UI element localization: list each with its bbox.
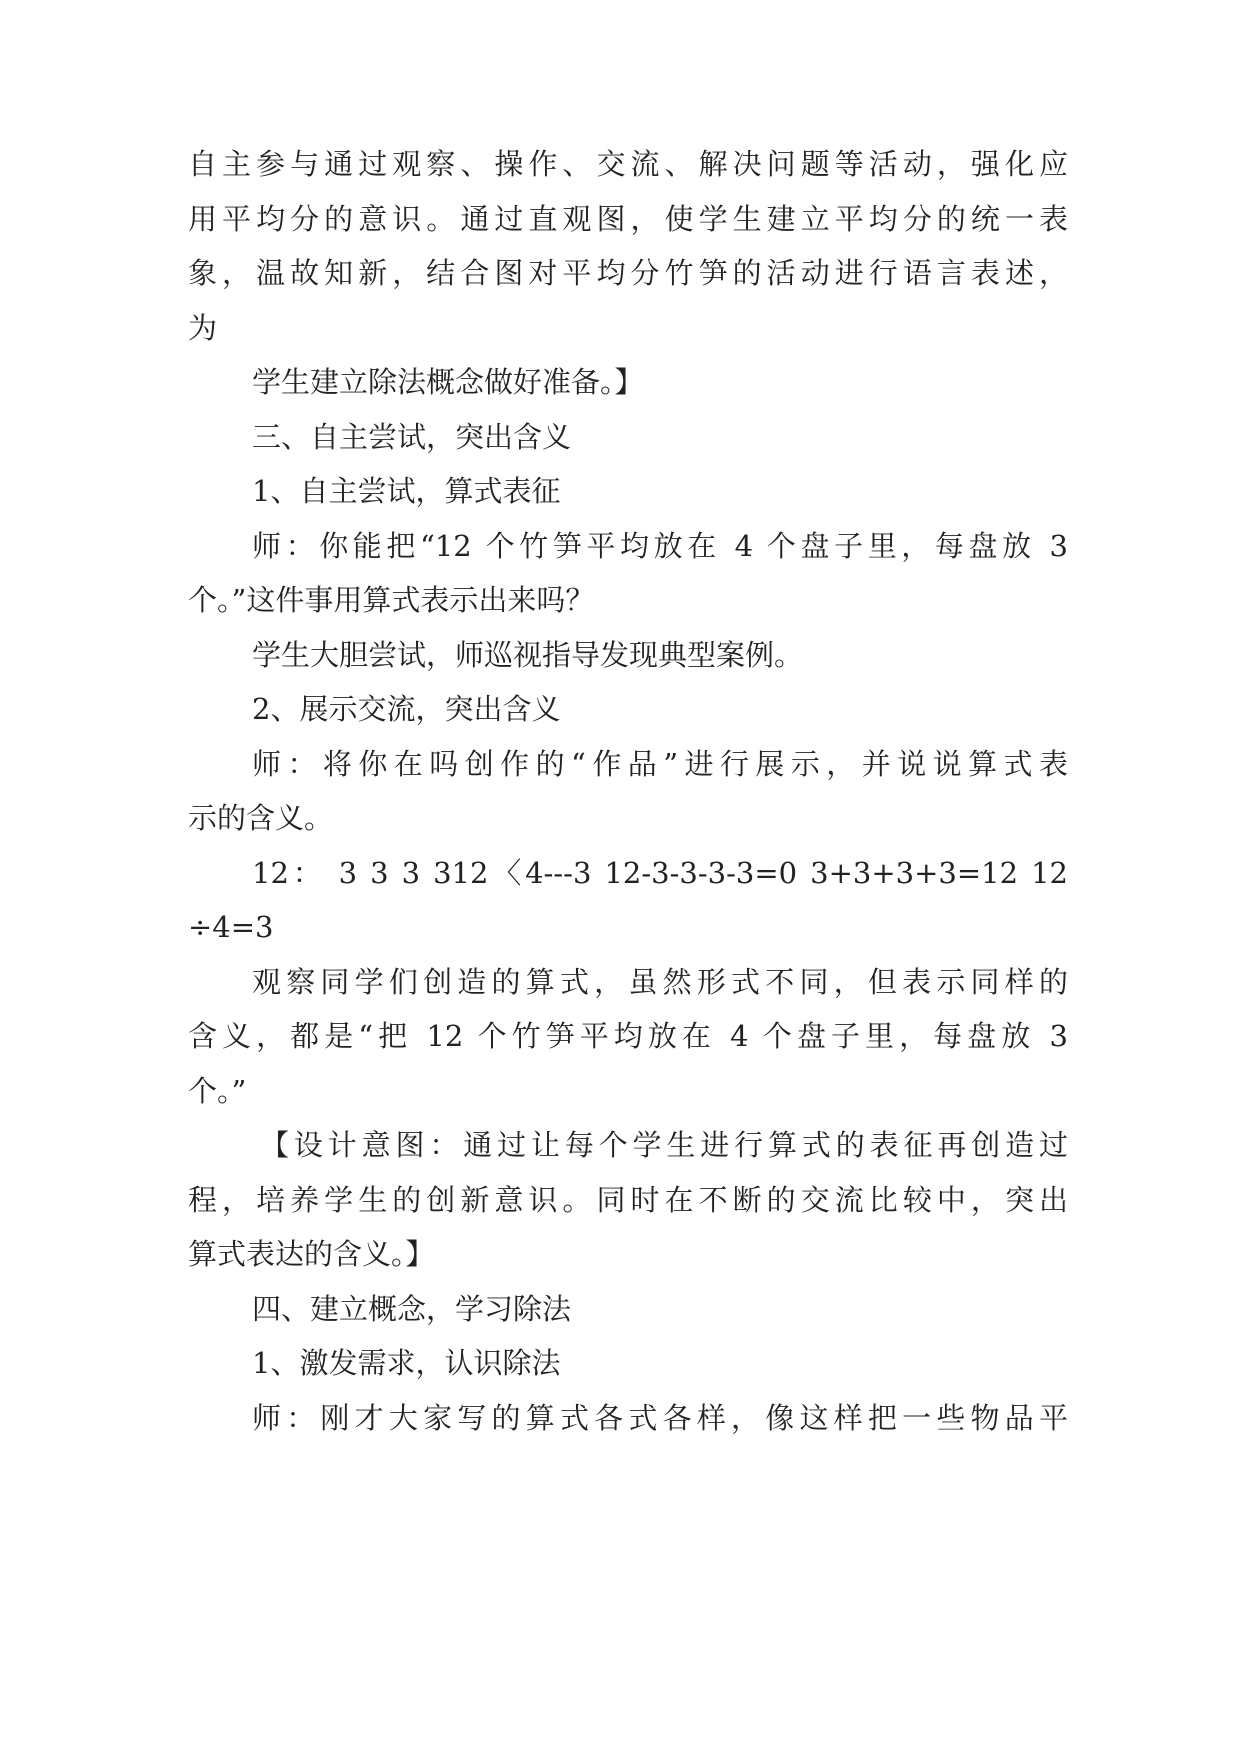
design-intent-line: 程，培养学生的创新意识。同时在不断的交流比较中，突出 xyxy=(188,1183,1068,1217)
subsection-heading: 2、展示交流，突出含义 xyxy=(252,692,561,726)
text-line: 用平均分的意识。通过直观图，使学生建立平均分的统一表 xyxy=(188,202,1068,236)
text-line: 含义，都是“把 12 个竹笋平均放在 4 个盘子里，每盘放 3 xyxy=(188,1019,1068,1053)
text-line: 象，温故知新，结合图对平均分竹笋的活动进行语言表述， xyxy=(188,256,1068,290)
text-line: 示的含义。 xyxy=(188,801,334,835)
text-line: 师：刚才大家写的算式各式各样，像这样把一些物品平 xyxy=(252,1401,1068,1435)
subsection-heading: 1、自主尝试，算式表征 xyxy=(252,474,561,508)
text-line: 自主参与通过观察、操作、交流、解决问题等活动，强化应 xyxy=(188,147,1068,181)
text-line: 学生建立除法概念做好准备。】 xyxy=(252,365,644,399)
text-line: 学生大胆尝试，师巡视指导发现典型案例。 xyxy=(252,638,804,672)
text-line: 个。”这件事用算式表示出来吗？ xyxy=(188,583,595,617)
section-heading: 四、建立概念，学习除法 xyxy=(252,1292,572,1326)
section-heading: 三、自主尝试，突出含义 xyxy=(252,420,572,454)
equation-line: 12： 3 3 3 312〈4---3 12-3-3-3-3=0 3+3+3+3=12 12 xyxy=(252,856,1068,890)
design-intent-line: 【设计意图：通过让每个学生进行算式的表征再创造过 xyxy=(260,1128,1068,1162)
text-line: 师：你能把“12 个竹笋平均放在 4 个盘子里，每盘放 3 xyxy=(252,529,1068,563)
text-line: 师：将你在吗创作的“作品”进行展示，并说说算式表 xyxy=(252,747,1068,781)
equation-line: ÷4=3 xyxy=(188,910,274,944)
text-line: 个。” xyxy=(188,1074,247,1108)
design-intent-line: 算式表达的含义。】 xyxy=(188,1237,435,1271)
subsection-heading: 1、激发需求，认识除法 xyxy=(252,1346,561,1380)
text-line: 观察同学们创造的算式，虽然形式不同，但表示同样的 xyxy=(252,965,1068,999)
text-line: 为 xyxy=(188,311,218,345)
